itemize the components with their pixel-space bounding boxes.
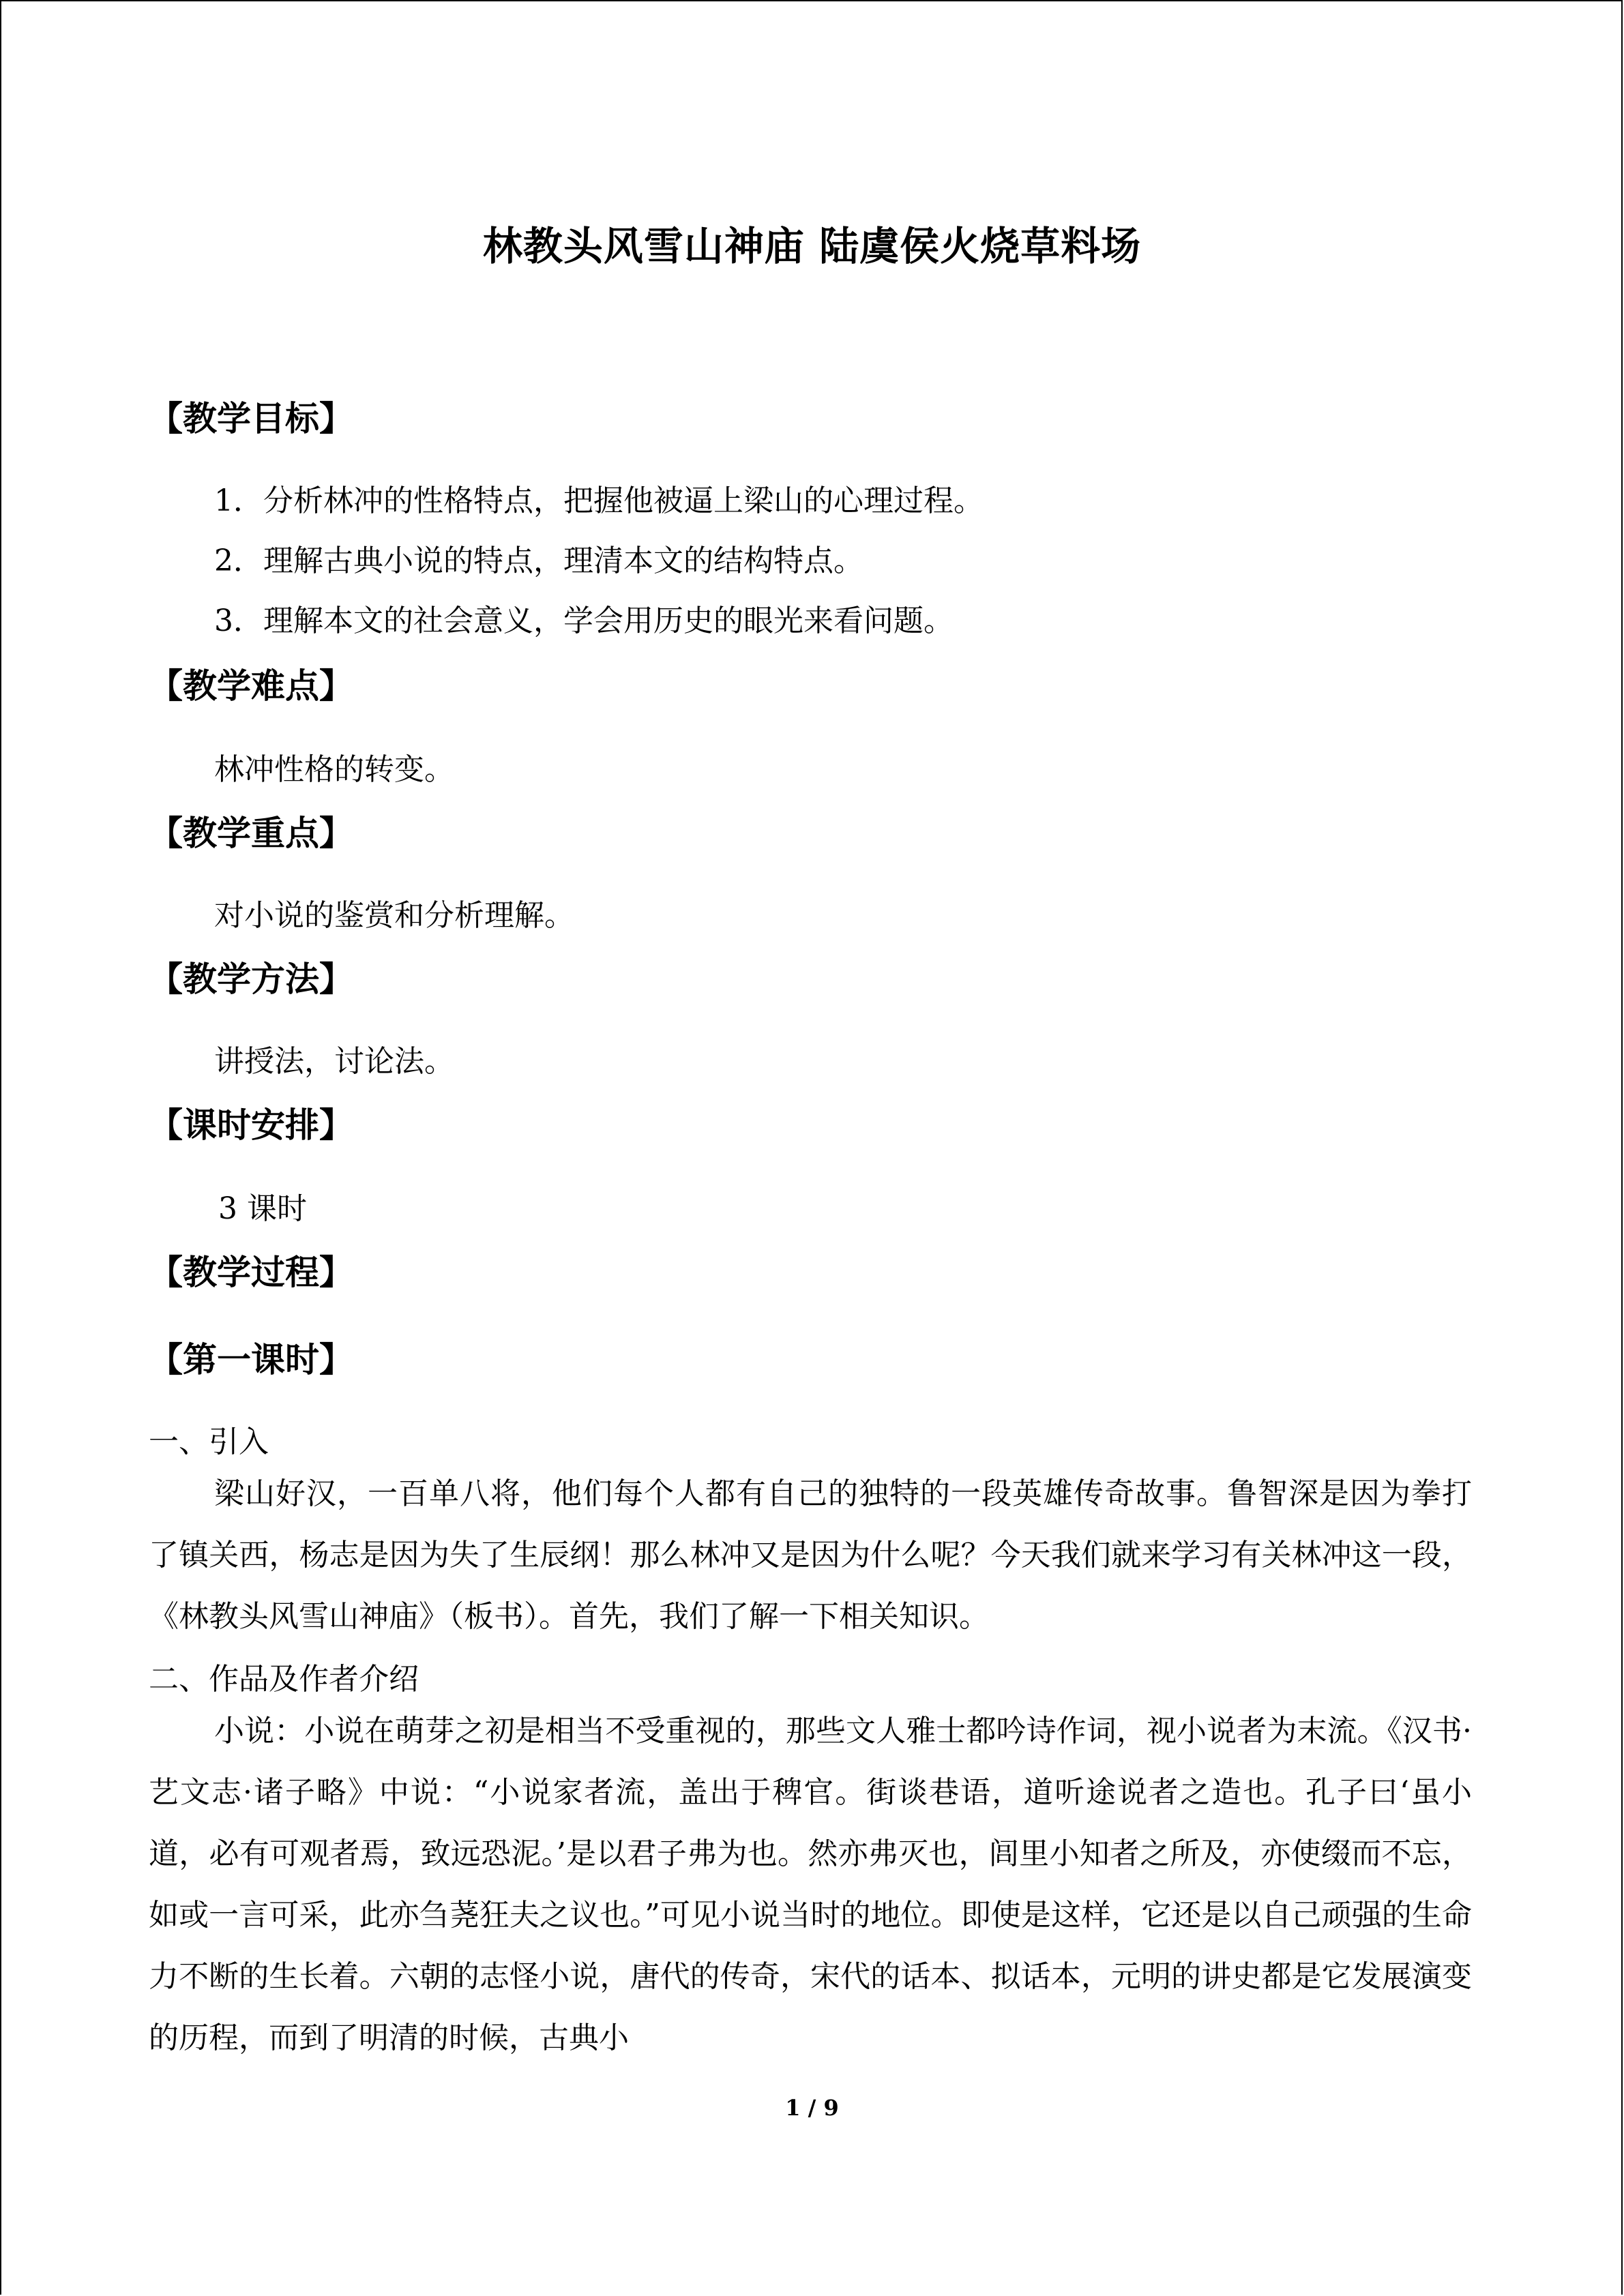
section-heading-method: 【教学方法】 xyxy=(149,959,353,999)
section-heading-focus: 【教学重点】 xyxy=(149,813,353,853)
section-heading-process: 【教学过程】 xyxy=(149,1252,353,1292)
section-heading-goals: 【教学目标】 xyxy=(149,398,353,438)
schedule-text: 3 课时 xyxy=(218,1191,307,1226)
goal-item-1: 1．分析林冲的性格特点，把握他被逼上梁山的心理过程。 xyxy=(214,483,984,518)
section-heading-difficulty: 【教学难点】 xyxy=(149,666,353,706)
goal-item-3: 3．理解本文的社会意义，学会用历史的眼光来看问题。 xyxy=(214,603,954,638)
focus-text: 对小说的鉴赏和分析理解。 xyxy=(214,898,574,933)
page-number: 1 / 9 xyxy=(785,2095,839,2121)
difficulty-text: 林冲性格的转变。 xyxy=(214,752,454,787)
method-text: 讲授法，讨论法。 xyxy=(214,1044,454,1079)
part1-paragraph: 梁山好汉，一百单八将，他们每个人都有自己的独特的一段英雄传奇故事。鲁智深是因为拳打了镇关西，杨志是因为失了生辰纲！那么林冲又是因为什么呢？今天我们就来学习有关林冲这一段，《林教头风雪山神庙》（板书）。首先，我们了解一下相关知识。 xyxy=(149,1476,1472,1634)
part1-title: 一、引入 xyxy=(149,1425,269,1459)
section-heading-lesson1: 【第一课时】 xyxy=(149,1339,353,1380)
part2-paragraph: 小说：小说在萌芽之初是相当不受重视的，那些文人雅士都吟诗作词，视小说者为末流。《汉书·艺文志·诸子略》中说：“小说家者流，盖出于稗官。街谈巷语，道听途说者之造也。孔子曰‘虽小道，必有可观者焉，致远恐泥。’是以君子弗为也。然亦弗灭也，闾里小知者之所及，亦使缀而不忘，如或一言可采，此亦刍荛狂夫之议也。”可见小说当时的地位。即使是这样，它还是以自己顽强的生命力不断的生长着。六朝的志怪小说，唐代的传奇，宋代的话本、拟话本，元明的讲史都是它发展演变的历程，而到了明清的时候，古典小 xyxy=(149,1714,1472,2055)
section-heading-schedule: 【课时安排】 xyxy=(149,1105,353,1145)
part2-title: 二、作品及作者介绍 xyxy=(149,1662,419,1697)
document-title: 林教头风雪山神庙 陆虞侯火烧草料场 xyxy=(482,223,1142,269)
goal-item-2: 2．理解古典小说的特点，理清本文的结构特点。 xyxy=(214,543,863,578)
